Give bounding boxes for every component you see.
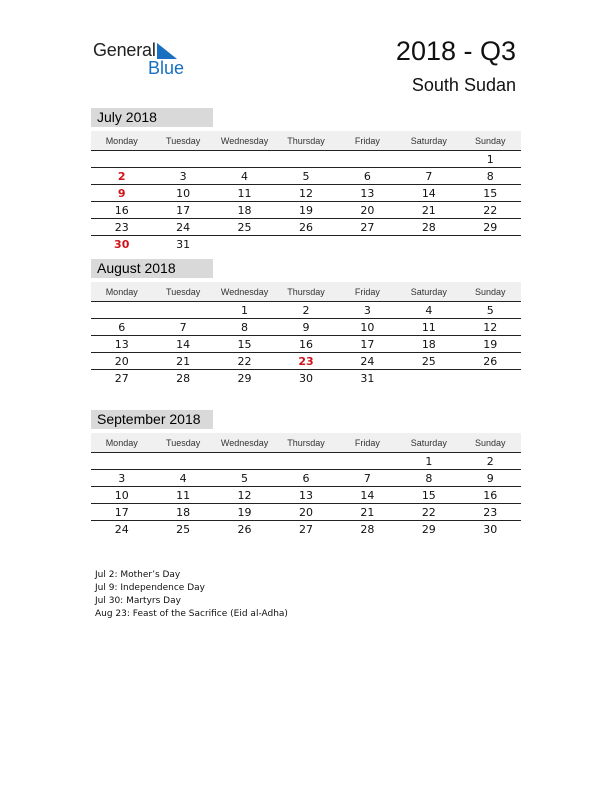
day-cell: 1 <box>241 303 249 317</box>
day-cell: 4 <box>179 471 187 485</box>
weekday-label: Sunday <box>474 286 506 297</box>
week-row <box>91 319 521 336</box>
day-cell: 16 <box>483 488 498 502</box>
day-cell: 29 <box>483 220 498 234</box>
day-cell: 20 <box>360 203 375 217</box>
day-cell: 7 <box>425 169 433 183</box>
day-cell: 15 <box>421 488 436 502</box>
week-row <box>91 370 521 386</box>
day-cell: 18 <box>176 505 191 519</box>
weekday-label: Tuesday <box>166 286 201 297</box>
day-cell: 22 <box>421 505 436 519</box>
holiday-note: Jul 2: Mother’s Day <box>95 570 181 580</box>
day-cell: 23 <box>114 220 129 234</box>
weekday-label: Sunday <box>474 135 506 146</box>
week-row <box>91 302 521 319</box>
day-cell: 6 <box>302 471 310 485</box>
day-cell: 29 <box>237 371 252 385</box>
day-cell: 12 <box>298 186 313 200</box>
month-title: July 2018 <box>91 108 213 127</box>
day-cell: 24 <box>360 354 375 368</box>
weekday-label: Tuesday <box>166 437 201 448</box>
day-cell: 5 <box>302 169 310 183</box>
day-cell: 22 <box>483 203 498 217</box>
day-cell: 17 <box>176 203 191 217</box>
month-title: August 2018 <box>91 259 213 278</box>
week-row <box>91 504 521 521</box>
weekday-label: Thursday <box>287 286 325 297</box>
day-cell: 12 <box>483 320 498 334</box>
day-cell: 2 <box>486 454 494 468</box>
weekday-header <box>91 131 521 151</box>
day-cell: 10 <box>360 320 375 334</box>
week-row <box>91 236 521 252</box>
day-cell: 27 <box>360 220 375 234</box>
day-cell: 5 <box>241 471 249 485</box>
day-cell: 17 <box>114 505 129 519</box>
weekday-label: Tuesday <box>166 135 201 146</box>
day-cell: 21 <box>421 203 436 217</box>
day-cell: 17 <box>360 337 375 351</box>
holiday-note: Jul 9: Independence Day <box>95 583 205 593</box>
general-blue-logo <box>93 40 193 80</box>
month-august <box>91 259 521 386</box>
weekday-label: Wednesday <box>220 286 269 297</box>
day-cell: 15 <box>483 186 498 200</box>
holiday-note: Aug 23: Feast of the Sacrifice (Eid al-Adha) <box>95 609 288 619</box>
weekday-label: Saturday <box>410 135 447 146</box>
month-july <box>91 108 521 252</box>
day-cell: 11 <box>176 488 191 502</box>
day-cell: 27 <box>298 522 313 536</box>
day-cell: 26 <box>298 220 313 234</box>
day-cell: 12 <box>237 488 252 502</box>
day-cell: 18 <box>421 337 436 351</box>
week-row <box>91 219 521 236</box>
day-cell: 13 <box>298 488 313 502</box>
weekday-label: Friday <box>354 286 380 297</box>
day-cell: 1 <box>486 152 494 166</box>
day-cell: 26 <box>237 522 252 536</box>
day-cell: 9 <box>486 471 494 485</box>
week-row <box>91 202 521 219</box>
day-cell: 31 <box>176 237 191 251</box>
weekday-label: Wednesday <box>220 437 269 448</box>
day-cell: 8 <box>425 471 433 485</box>
month-september <box>91 410 521 537</box>
day-cell: 7 <box>179 320 187 334</box>
day-cell: 9 <box>117 186 126 200</box>
day-cell: 3 <box>118 471 126 485</box>
day-cell: 28 <box>360 522 375 536</box>
day-cell: 26 <box>483 354 498 368</box>
day-cell: 8 <box>486 169 494 183</box>
day-cell: 20 <box>298 505 313 519</box>
weekday-label: Thursday <box>287 437 325 448</box>
day-cell: 19 <box>483 337 498 351</box>
day-cell: 28 <box>176 371 191 385</box>
holiday-notes <box>95 569 288 621</box>
day-cell: 3 <box>179 169 187 183</box>
day-cell: 19 <box>237 505 252 519</box>
day-cell: 23 <box>483 505 498 519</box>
week-row <box>91 185 521 202</box>
weekday-label: Monday <box>105 135 138 146</box>
day-cell: 22 <box>237 354 252 368</box>
day-cell: 21 <box>176 354 191 368</box>
day-cell: 15 <box>237 337 252 351</box>
day-cell: 14 <box>360 488 375 502</box>
week-row <box>91 487 521 504</box>
day-cell: 11 <box>237 186 252 200</box>
day-cell: 6 <box>363 169 371 183</box>
week-row <box>91 453 521 470</box>
week-row <box>91 151 521 168</box>
day-cell: 18 <box>237 203 252 217</box>
day-cell: 24 <box>114 522 129 536</box>
day-cell: 10 <box>176 186 191 200</box>
day-cell: 5 <box>486 303 494 317</box>
day-cell: 23 <box>298 354 314 368</box>
day-cell: 8 <box>241 320 249 334</box>
weekday-label: Monday <box>105 286 138 297</box>
weekday-header <box>91 433 521 453</box>
day-cell: 16 <box>298 337 313 351</box>
weekday-label: Thursday <box>287 135 325 146</box>
day-cell: 27 <box>114 371 129 385</box>
weekday-label: Friday <box>354 135 380 146</box>
country-name: South Sudan <box>411 75 516 95</box>
day-cell: 25 <box>176 522 191 536</box>
weekday-label: Wednesday <box>220 135 269 146</box>
day-cell: 30 <box>483 522 498 536</box>
day-cell: 30 <box>298 371 313 385</box>
day-cell: 4 <box>241 169 249 183</box>
day-cell: 6 <box>118 320 126 334</box>
day-cell: 7 <box>363 471 371 485</box>
day-cell: 4 <box>425 303 433 317</box>
weekday-label: Friday <box>354 437 380 448</box>
day-cell: 21 <box>360 505 375 519</box>
weeks <box>91 302 521 386</box>
week-row <box>91 521 521 537</box>
week-row <box>91 470 521 487</box>
weeks <box>91 453 521 537</box>
flag-icon <box>157 43 177 59</box>
day-cell: 20 <box>114 354 129 368</box>
weekday-label: Sunday <box>474 437 506 448</box>
day-cell: 2 <box>117 169 126 183</box>
day-cell: 28 <box>421 220 436 234</box>
day-cell: 16 <box>114 203 129 217</box>
day-cell: 19 <box>298 203 313 217</box>
weekday-label: Saturday <box>410 437 447 448</box>
day-cell: 14 <box>176 337 191 351</box>
day-cell: 25 <box>237 220 252 234</box>
weekday-label: Saturday <box>410 286 447 297</box>
day-cell: 13 <box>360 186 375 200</box>
day-cell: 10 <box>114 488 129 502</box>
week-row <box>91 353 521 370</box>
day-cell: 25 <box>421 354 436 368</box>
day-cell: 14 <box>421 186 436 200</box>
day-cell: 13 <box>114 337 129 351</box>
week-row <box>91 168 521 185</box>
day-cell: 2 <box>302 303 310 317</box>
day-cell: 11 <box>421 320 436 334</box>
day-cell: 29 <box>421 522 436 536</box>
day-cell: 1 <box>425 454 433 468</box>
weekday-label: Monday <box>105 437 138 448</box>
weeks <box>91 151 521 252</box>
logo-text-general: General <box>93 40 156 60</box>
month-title: September 2018 <box>91 410 213 429</box>
day-cell: 24 <box>176 220 191 234</box>
week-row <box>91 336 521 353</box>
day-cell: 3 <box>363 303 371 317</box>
page-title: 2018 - Q3 <box>395 36 516 66</box>
day-cell: 30 <box>114 237 130 251</box>
day-cell: 9 <box>302 320 310 334</box>
holiday-note: Jul 30: Martyrs Day <box>95 596 181 606</box>
weekday-header <box>91 282 521 302</box>
logo-text-blue: Blue <box>148 58 185 78</box>
day-cell: 31 <box>360 371 375 385</box>
